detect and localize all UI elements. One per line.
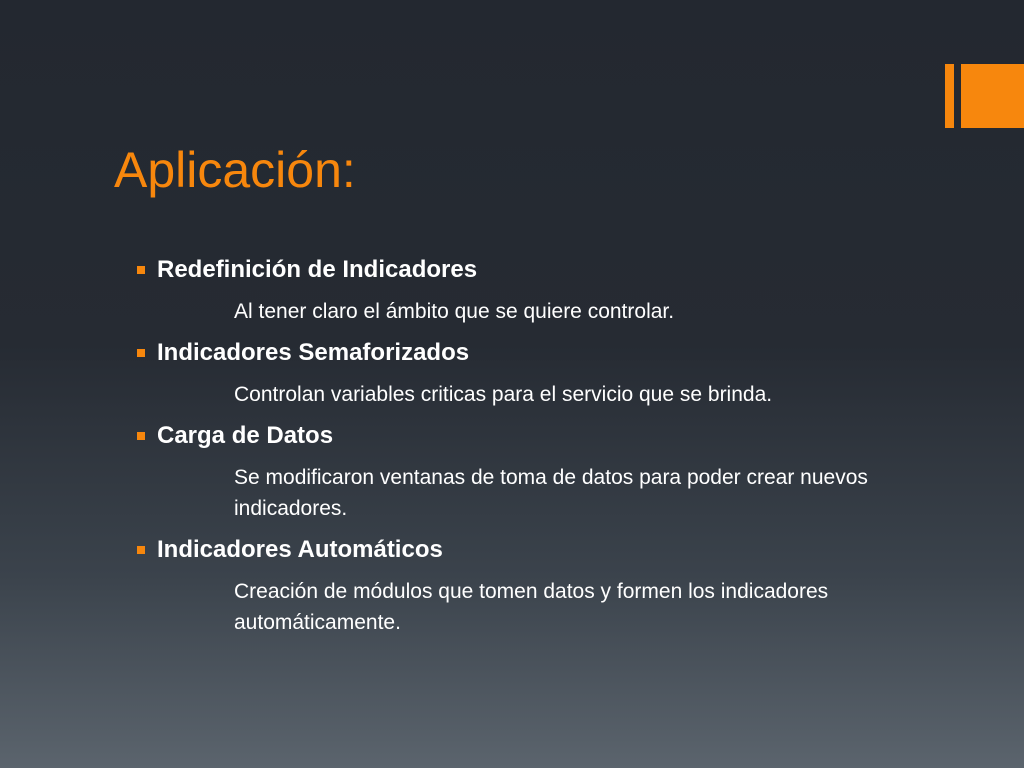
item-heading: Carga de Datos [157, 422, 334, 449]
item-heading: Indicadores Automáticos [157, 536, 443, 563]
square-bullet-icon [137, 349, 145, 357]
decorative-accent-bar-thick [961, 64, 1024, 128]
item-description: Creación de módulos que tomen datos y formen los indicadores automáticamente. [234, 580, 829, 634]
slide-title: Aplicación: [114, 142, 356, 198]
list-item [134, 420, 914, 524]
item-description: Controlan variables criticas para el servicio que se brinda. [234, 383, 773, 406]
list-item [134, 254, 914, 327]
item-description: Se modificaron ventanas de toma de datos para poder crear nuevos indicadores. [234, 466, 868, 520]
item-heading: Indicadores Semaforizados [157, 339, 470, 366]
square-bullet-icon [137, 546, 145, 554]
bullet-list [134, 254, 914, 648]
list-item-header [134, 254, 914, 286]
list-item-header [134, 534, 914, 566]
list-item-header [134, 420, 914, 452]
list-item-header [134, 337, 914, 369]
decorative-accent-bar-thin [945, 64, 954, 128]
square-bullet-icon [137, 266, 145, 274]
list-item [134, 337, 914, 410]
item-description: Al tener claro el ámbito que se quiere controlar. [234, 300, 675, 323]
square-bullet-icon [137, 432, 145, 440]
item-heading: Redefinición de Indicadores [157, 256, 478, 283]
list-item [134, 534, 914, 638]
